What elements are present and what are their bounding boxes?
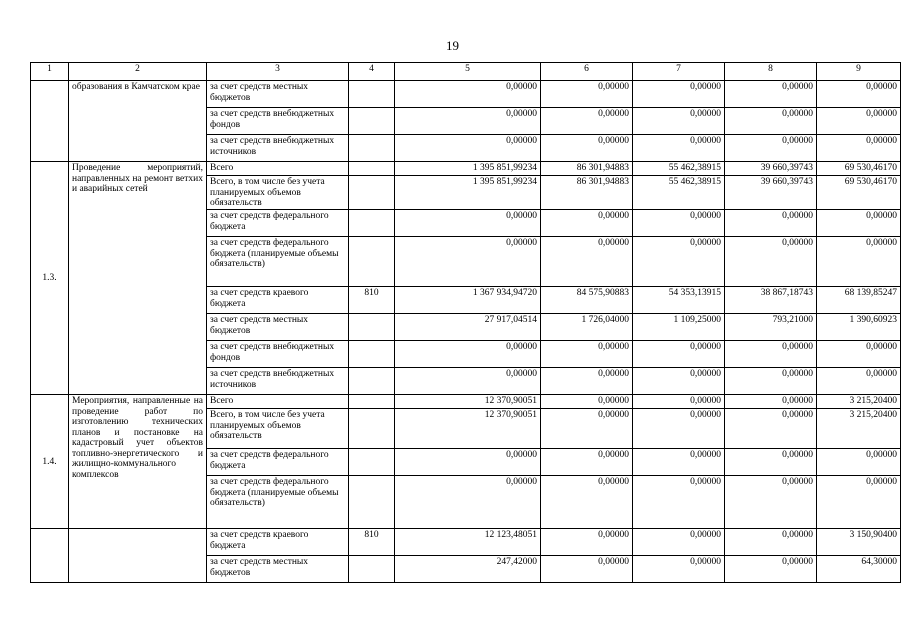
- funding-source-cell: за счет средств внебюджетных источников: [207, 135, 349, 162]
- amount-cell: 0,00000: [633, 135, 725, 162]
- amount-cell: 0,00000: [395, 449, 541, 476]
- amount-cell: 793,21000: [725, 314, 817, 341]
- budget-code-cell: 810: [349, 287, 395, 314]
- amount-cell: 64,30000: [817, 556, 901, 583]
- amount-cell: 0,00000: [633, 529, 725, 556]
- amount-cell: 0,00000: [725, 395, 817, 409]
- amount-cell: 0,00000: [633, 81, 725, 108]
- amount-cell: 12 123,48051: [395, 529, 541, 556]
- amount-cell: 0,00000: [725, 81, 817, 108]
- amount-cell: 54 353,13915: [633, 287, 725, 314]
- amount-cell: 0,00000: [541, 237, 633, 287]
- amount-cell: 0,00000: [633, 409, 725, 449]
- amount-cell: 0,00000: [541, 409, 633, 449]
- funding-source-cell: за счет средств краевого бюджета: [207, 529, 349, 556]
- amount-cell: 69 530,46170: [817, 162, 901, 176]
- funding-source-cell: за счет средств местных бюджетов: [207, 556, 349, 583]
- amount-cell: 0,00000: [817, 368, 901, 395]
- budget-code-cell: [349, 449, 395, 476]
- amount-cell: 0,00000: [817, 449, 901, 476]
- amount-cell: 0,00000: [541, 395, 633, 409]
- amount-cell: 0,00000: [817, 135, 901, 162]
- funding-source-cell: за счет средств федерального бюджета (планируемые объемы обязательств): [207, 476, 349, 529]
- amount-cell: 0,00000: [541, 108, 633, 135]
- budget-code-cell: [349, 237, 395, 287]
- header-cell: 6: [541, 63, 633, 81]
- amount-cell: 0,00000: [633, 237, 725, 287]
- amount-cell: 55 462,38915: [633, 162, 725, 176]
- budget-code-cell: [349, 81, 395, 108]
- funding-source-cell: за счет средств внебюджетных фондов: [207, 108, 349, 135]
- amount-cell: 0,00000: [395, 368, 541, 395]
- amount-cell: 0,00000: [633, 395, 725, 409]
- amount-cell: 3 150,90400: [817, 529, 901, 556]
- amount-cell: 0,00000: [725, 237, 817, 287]
- amount-cell: 86 301,94883: [541, 176, 633, 210]
- table-row: [31, 395, 901, 409]
- measure-name-cell: образования в Камчатском крае: [69, 81, 207, 162]
- measure-name-cell: [69, 529, 207, 583]
- amount-cell: 0,00000: [633, 210, 725, 237]
- amount-cell: 1 395 851,99234: [395, 162, 541, 176]
- amount-cell: 1 109,25000: [633, 314, 725, 341]
- header-cell: 2: [69, 63, 207, 81]
- amount-cell: 0,00000: [395, 135, 541, 162]
- amount-cell: 0,00000: [817, 81, 901, 108]
- amount-cell: 0,00000: [817, 210, 901, 237]
- amount-cell: 0,00000: [633, 476, 725, 529]
- amount-cell: 0,00000: [395, 341, 541, 368]
- funding-source-cell: Всего, в том числе без учета планируемых объемов обязательств: [207, 176, 349, 210]
- budget-code-cell: [349, 210, 395, 237]
- budget-code-cell: [349, 409, 395, 449]
- amount-cell: 0,00000: [541, 341, 633, 368]
- amount-cell: 0,00000: [395, 237, 541, 287]
- amount-cell: 0,00000: [817, 476, 901, 529]
- table-row: [31, 162, 901, 176]
- amount-cell: 0,00000: [817, 341, 901, 368]
- funding-source-cell: за счет средств внебюджетных источников: [207, 368, 349, 395]
- amount-cell: 12 370,90051: [395, 395, 541, 409]
- amount-cell: 0,00000: [541, 135, 633, 162]
- amount-cell: 0,00000: [541, 210, 633, 237]
- row-number-cell: [31, 81, 69, 162]
- amount-cell: 55 462,38915: [633, 176, 725, 210]
- budget-code-cell: [349, 314, 395, 341]
- amount-cell: 0,00000: [725, 409, 817, 449]
- amount-cell: 0,00000: [725, 341, 817, 368]
- table-row: [31, 81, 901, 108]
- budget-code-cell: [349, 176, 395, 210]
- budget-code-cell: [349, 395, 395, 409]
- header-cell: 9: [817, 63, 901, 81]
- amount-cell: 0,00000: [817, 237, 901, 287]
- amount-cell: 39 660,39743: [725, 162, 817, 176]
- amount-cell: 0,00000: [541, 476, 633, 529]
- amount-cell: 0,00000: [395, 108, 541, 135]
- budget-code-cell: 810: [349, 529, 395, 556]
- page-number: 19: [446, 38, 459, 53]
- funding-source-cell: за счет средств федерального бюджета (планируемые объемы обязательств): [207, 237, 349, 287]
- funding-source-cell: Всего: [207, 162, 349, 176]
- amount-cell: 0,00000: [395, 210, 541, 237]
- amount-cell: 0,00000: [541, 449, 633, 476]
- header-cell: 7: [633, 63, 725, 81]
- amount-cell: 3 215,20400: [817, 395, 901, 409]
- amount-cell: 0,00000: [725, 529, 817, 556]
- amount-cell: 0,00000: [725, 556, 817, 583]
- amount-cell: 0,00000: [633, 556, 725, 583]
- table-row: [31, 529, 901, 556]
- header-cell: 8: [725, 63, 817, 81]
- budget-code-cell: [349, 556, 395, 583]
- amount-cell: 0,00000: [725, 368, 817, 395]
- funding-source-cell: Всего: [207, 395, 349, 409]
- amount-cell: 0,00000: [725, 449, 817, 476]
- funding-source-cell: за счет средств местных бюджетов: [207, 314, 349, 341]
- amount-cell: 39 660,39743: [725, 176, 817, 210]
- budget-code-cell: [349, 108, 395, 135]
- amount-cell: 0,00000: [541, 556, 633, 583]
- amount-cell: 0,00000: [725, 210, 817, 237]
- budget-code-cell: [349, 368, 395, 395]
- amount-cell: 27 917,04514: [395, 314, 541, 341]
- amount-cell: 0,00000: [633, 341, 725, 368]
- header-cell: 3: [207, 63, 349, 81]
- amount-cell: 0,00000: [541, 368, 633, 395]
- budget-code-cell: [349, 135, 395, 162]
- amount-cell: 0,00000: [395, 476, 541, 529]
- amount-cell: 1 367 934,94720: [395, 287, 541, 314]
- amount-cell: 0,00000: [633, 368, 725, 395]
- funding-source-cell: Всего, в том числе без учета планируемых объемов обязательств: [207, 409, 349, 449]
- row-number-cell: [31, 529, 69, 583]
- row-number-cell: 1.4.: [31, 395, 69, 529]
- amount-cell: 0,00000: [725, 476, 817, 529]
- header-cell: 4: [349, 63, 395, 81]
- amount-cell: 0,00000: [725, 135, 817, 162]
- measure-name-cell: Проведение мероприятий, направленных на ремонт ветхих и аварийных сетей: [69, 162, 207, 395]
- amount-cell: 0,00000: [395, 81, 541, 108]
- amount-cell: 12 370,90051: [395, 409, 541, 449]
- funding-source-cell: за счет средств краевого бюджета: [207, 287, 349, 314]
- amount-cell: 3 215,20400: [817, 409, 901, 449]
- amount-cell: 1 395 851,99234: [395, 176, 541, 210]
- header-cell: 1: [31, 63, 69, 81]
- amount-cell: 0,00000: [817, 108, 901, 135]
- header-row: [31, 63, 901, 81]
- row-number-cell: 1.3.: [31, 162, 69, 395]
- funding-source-cell: за счет средств внебюджетных фондов: [207, 341, 349, 368]
- header-cell: 5: [395, 63, 541, 81]
- budget-code-cell: [349, 162, 395, 176]
- amount-cell: 0,00000: [725, 108, 817, 135]
- amount-cell: 0,00000: [633, 108, 725, 135]
- amount-cell: 1 726,04000: [541, 314, 633, 341]
- amount-cell: 84 575,90883: [541, 287, 633, 314]
- amount-cell: 38 867,18743: [725, 287, 817, 314]
- amount-cell: 86 301,94883: [541, 162, 633, 176]
- budget-code-cell: [349, 476, 395, 529]
- budget-table: [30, 62, 901, 583]
- amount-cell: 0,00000: [541, 81, 633, 108]
- amount-cell: 69 530,46170: [817, 176, 901, 210]
- funding-source-cell: за счет средств федерального бюджета: [207, 210, 349, 237]
- amount-cell: 1 390,60923: [817, 314, 901, 341]
- budget-code-cell: [349, 341, 395, 368]
- amount-cell: 247,42000: [395, 556, 541, 583]
- measure-name-cell: Мероприятия, направленные на проведение работ по изготовлению технических планов и постановке на кадастровый учет объектов топливно-энергетического и жилищно-коммунального комплексов: [69, 395, 207, 529]
- funding-source-cell: за счет средств местных бюджетов: [207, 81, 349, 108]
- amount-cell: 0,00000: [633, 449, 725, 476]
- funding-source-cell: за счет средств федерального бюджета: [207, 449, 349, 476]
- amount-cell: 68 139,85247: [817, 287, 901, 314]
- amount-cell: 0,00000: [541, 529, 633, 556]
